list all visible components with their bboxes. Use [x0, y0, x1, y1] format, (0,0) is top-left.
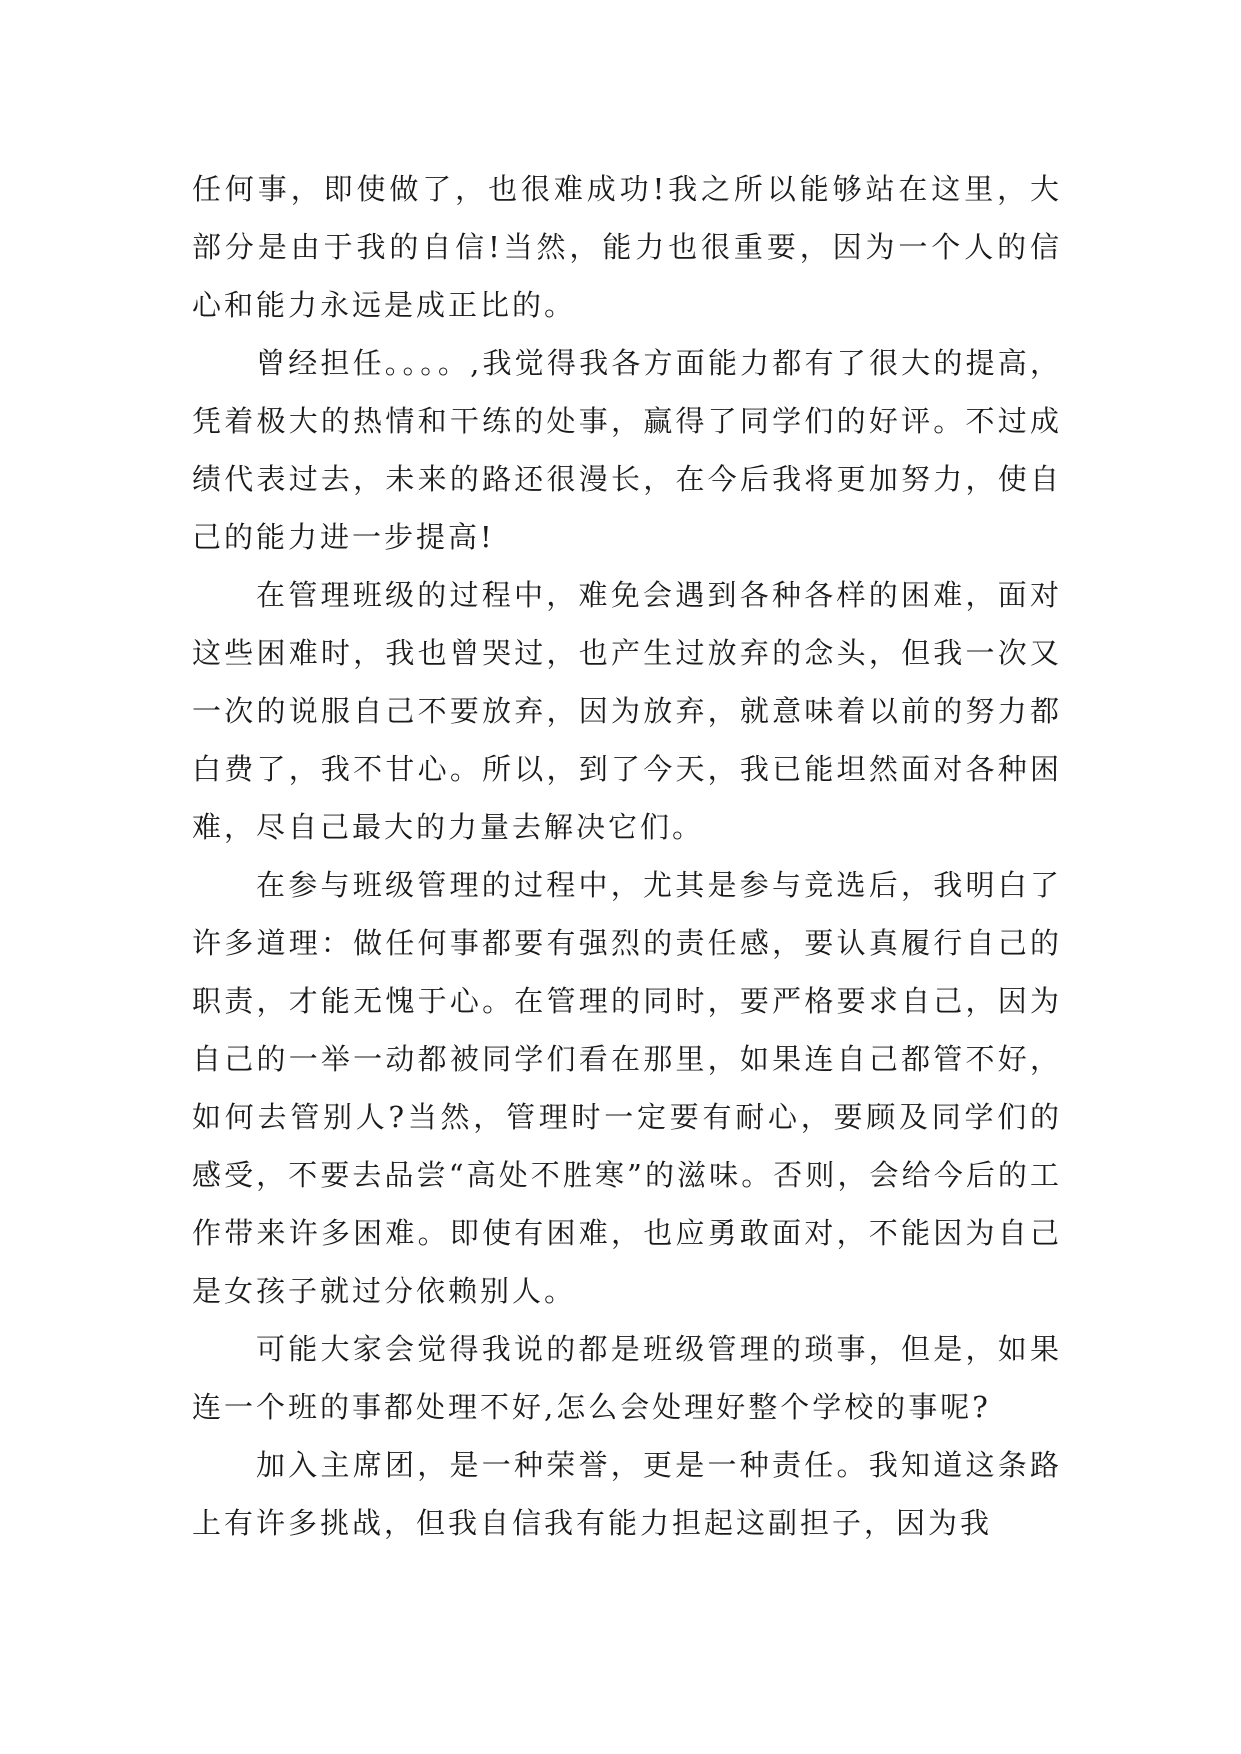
paragraph-4: 在参与班级管理的过程中，尤其是参与竞选后，我明白了许多道理：做任何事都要有强烈的责任感，要认真履行自己的职责，才能无愧于心。在管理的同时，要严格要求自己，因为自己的一举一动都被同学们看在那里，如果连自己都管不好，如何去管别人?当然，管理时一定要有耐心，要顾及同学们的感受，不要去品尝“高处不胜寒”的滋味。否则，会给今后的工作带来许多困难。即使有困难，也应勇敢面对，不能因为自己是女孩子就过分依赖别人。 [192, 868, 1062, 1308]
paragraph-1: 任何事，即使做了，也很难成功!我之所以能够站在这里，大部分是由于我的自信!当然，能力也很重要，因为一个人的信心和能力永远是成正比的。 [192, 172, 1062, 322]
paragraph-2: 曾经担任。。。。,我觉得我各方面能力都有了很大的提高，凭着极大的热情和干练的处事，赢得了同学们的好评。不过成绩代表过去，未来的路还很漫长，在今后我将更加努力，使自己的能力进一步提高! [192, 346, 1062, 554]
paragraph-5: 可能大家会觉得我说的都是班级管理的琐事，但是，如果连一个班的事都处理不好,怎么会处理好整个学校的事呢? [192, 1332, 1062, 1424]
paragraph-3: 在管理班级的过程中，难免会遇到各种各样的困难，面对这些困难时，我也曾哭过，也产生过放弃的念头，但我一次又一次的说服自己不要放弃，因为放弃，就意味着以前的努力都白费了，我不甘心。所以，到了今天，我已能坦然面对各种困难，尽自己最大的力量去解决它们。 [192, 578, 1062, 844]
document-body [192, 160, 1062, 1552]
paragraph-6: 加入主席团，是一种荣誉，更是一种责任。我知道这条路上有许多挑战，但我自信我有能力担起这副担子，因为我 [192, 1448, 1062, 1540]
